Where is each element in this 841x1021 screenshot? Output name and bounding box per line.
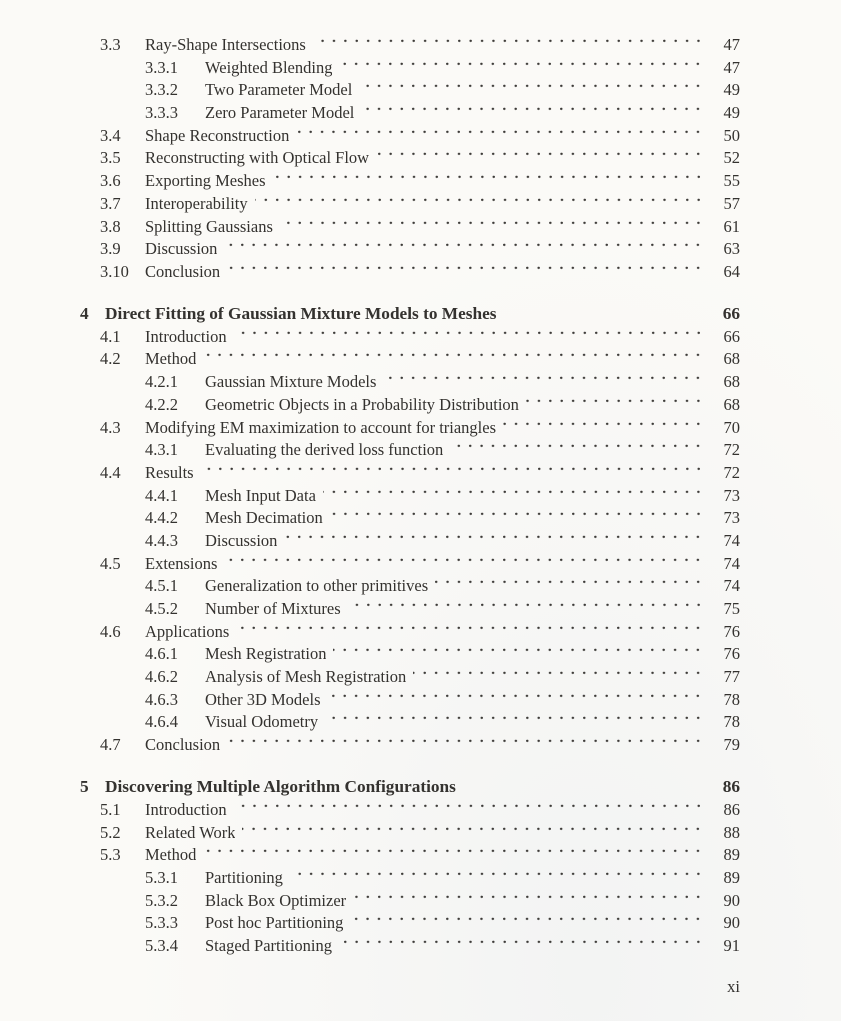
- toc-entry-number: 4.6: [100, 621, 121, 641]
- toc-entry: [80, 935, 740, 958]
- dot-leader: [296, 125, 705, 148]
- toc-entry-title: Conclusion: [145, 735, 221, 755]
- toc-entry-title: Gaussian Mixture Models: [205, 372, 377, 392]
- toc-entry-title: Modifying EM maximization to account for triangles: [145, 417, 497, 437]
- toc-entry: [80, 621, 740, 644]
- toc-entry-title: Results: [145, 462, 194, 482]
- toc-entry-number: 5.3: [100, 845, 121, 865]
- toc-entry: [80, 348, 740, 371]
- toc-entry-number: 5.3.2: [145, 890, 178, 910]
- toc-entry-number: 5.3.3: [145, 913, 178, 933]
- toc-entry: [80, 238, 740, 261]
- toc-entry-title: Evaluating the derived loss function: [205, 440, 444, 460]
- dot-leader: [323, 485, 705, 508]
- dot-leader: [224, 553, 705, 576]
- toc-entry-page: 77: [723, 667, 740, 687]
- toc-entry: [80, 170, 740, 193]
- toc-entry-number: 4.1: [100, 326, 121, 346]
- toc-entry-title: Mesh Input Data: [205, 485, 316, 505]
- toc-entry-number: 3.3.2: [145, 80, 178, 100]
- toc-entry-page: 76: [723, 621, 740, 641]
- toc-entry-title: Interoperability: [145, 193, 248, 213]
- toc-entry-title: Two Parameter Model: [205, 80, 353, 100]
- toc-entry-page: 86: [722, 777, 740, 797]
- toc-entry: [80, 507, 740, 530]
- toc-entry-number: 4.4: [100, 462, 121, 482]
- toc-entry: [80, 711, 740, 734]
- dot-leader: [327, 689, 705, 712]
- toc-entry-page: 91: [723, 936, 740, 956]
- toc-entry: [80, 530, 740, 553]
- toc-entry-number: 4.6.2: [145, 667, 178, 687]
- toc-entry-page: 73: [723, 485, 740, 505]
- toc-entry-page: 61: [723, 216, 740, 236]
- toc-entry: [80, 799, 740, 822]
- toc-entry-title: Geometric Objects in a Probability Distribution: [205, 394, 519, 414]
- toc-entry-page: 64: [723, 261, 740, 281]
- dot-leader: [376, 147, 705, 170]
- toc-entry-page: 55: [723, 171, 740, 191]
- toc-entry-page: 74: [723, 553, 740, 573]
- toc-entry-title: Method: [145, 845, 197, 865]
- toc-entry: [80, 193, 740, 216]
- toc-entry-title: Generalization to other primitives: [205, 576, 429, 596]
- toc-entry-title: Zero Parameter Model: [205, 103, 355, 123]
- dot-leader: [284, 530, 705, 553]
- toc-entry-number: 5.3.1: [145, 868, 178, 888]
- toc-entry-number: 3.3.1: [145, 57, 178, 77]
- toc-entry-page: 47: [723, 35, 740, 54]
- toc-entry-title: Partitioning: [205, 868, 283, 888]
- toc-entry: [80, 79, 740, 102]
- toc-entry-number: 4.2.1: [145, 372, 178, 392]
- dot-leader: [330, 507, 705, 530]
- dot-leader: [255, 193, 705, 216]
- dot-leader: [203, 844, 705, 867]
- toc-entry-page: 74: [723, 530, 740, 550]
- dot-leader: [313, 34, 705, 57]
- toc-entry-title: Weighted Blending: [205, 57, 333, 77]
- toc-entry-title: Shape Reconstruction: [145, 125, 290, 145]
- toc-entry-title: Applications: [145, 621, 230, 641]
- toc-entry: [80, 689, 740, 712]
- dot-leader: [333, 643, 705, 666]
- toc-entry-page: 78: [723, 689, 740, 709]
- toc-entry-page: 70: [723, 417, 740, 437]
- toc-entry-number: 4.2.2: [145, 394, 178, 414]
- toc-entry-page: 68: [723, 349, 740, 369]
- toc-entry-number: 3.9: [100, 239, 121, 259]
- folio-page-number: xi: [727, 977, 740, 996]
- toc-entry-title: Number of Mixtures: [205, 599, 341, 618]
- toc-entry-page: 63: [723, 239, 740, 259]
- toc-entry: [80, 912, 740, 935]
- toc-entry-number: 4.5: [100, 553, 121, 573]
- toc-entry-number: 4.7: [100, 735, 121, 755]
- toc-entry-page: 50: [723, 125, 740, 145]
- toc-entry: [80, 371, 740, 394]
- toc-entry-page: 88: [723, 822, 740, 842]
- toc-entry-page: 66: [722, 304, 740, 324]
- dot-leader: [242, 822, 705, 845]
- toc-entry-page: 68: [723, 372, 740, 392]
- dot-leader: [361, 102, 705, 125]
- toc-entry-title: Mesh Decimation: [205, 508, 323, 528]
- toc-entry-number: 5.1: [100, 800, 121, 819]
- toc-entry-number: 4.5.1: [145, 576, 178, 596]
- dot-leader: [463, 776, 705, 799]
- toc-entry: [80, 776, 740, 799]
- dot-leader: [273, 170, 705, 193]
- dot-leader: [348, 598, 705, 621]
- toc-entry-number: 3.6: [100, 171, 121, 191]
- toc-entry-title: Mesh Registration: [205, 644, 327, 664]
- dot-leader: [503, 417, 705, 440]
- dot-leader: [224, 238, 705, 261]
- dot-leader: [339, 57, 705, 80]
- toc-entry-title: Reconstructing with Optical Flow: [145, 148, 370, 168]
- toc-entry-title: Ray-Shape Intersections: [145, 35, 306, 54]
- toc-entry-page: 89: [723, 845, 740, 865]
- toc-entry: [80, 553, 740, 576]
- toc-entry-number: 3.4: [100, 125, 121, 145]
- toc-entry: [80, 125, 740, 148]
- toc-entry-number: 4.4.2: [145, 508, 178, 528]
- toc-entry-number: 4.6.4: [145, 712, 178, 732]
- page-footer: [727, 976, 740, 998]
- toc-entry: [80, 326, 740, 349]
- toc-entry-number: 3.5: [100, 148, 121, 168]
- dot-leader: [290, 867, 705, 890]
- dot-leader: [280, 216, 705, 239]
- toc-entry-number: 4.4.1: [145, 485, 178, 505]
- toc-entry-title: Post hoc Partitioning: [205, 913, 344, 933]
- toc-entry: [80, 303, 740, 326]
- dot-leader: [504, 303, 705, 326]
- toc-entry-number: 3.10: [100, 261, 129, 281]
- dot-leader: [435, 575, 705, 598]
- toc-entry-page: 75: [723, 599, 740, 618]
- toc-entry: [80, 261, 740, 284]
- toc-entry: [80, 890, 740, 913]
- toc-entry-number: 4.4.3: [145, 530, 178, 550]
- toc-entry-page: 86: [723, 800, 740, 819]
- toc-entry: [80, 598, 740, 621]
- toc-entry-page: 90: [723, 913, 740, 933]
- toc-entry-title: Staged Partitioning: [205, 936, 332, 956]
- dot-leader: [413, 666, 705, 689]
- dot-leader: [353, 890, 705, 913]
- table-of-contents: [80, 34, 740, 958]
- dot-leader: [350, 912, 705, 935]
- toc-entry-page: 78: [723, 712, 740, 732]
- toc-entry: [80, 734, 740, 757]
- dot-leader: [201, 462, 705, 485]
- toc-entry-number: 5: [80, 777, 89, 797]
- toc-entry-page: 76: [723, 644, 740, 664]
- toc-entry-page: 57: [723, 193, 740, 213]
- toc-entry-page: 73: [723, 508, 740, 528]
- toc-entry-title: Related Work: [145, 822, 236, 842]
- toc-entry: [80, 666, 740, 689]
- toc-entry-page: 79: [723, 735, 740, 755]
- toc-entry-title: Black Box Optimizer: [205, 890, 347, 910]
- toc-entry-number: 4.3.1: [145, 440, 178, 460]
- toc-entry: [80, 844, 740, 867]
- toc-entry-title: Other 3D Models: [205, 689, 321, 709]
- toc-entry-page: 68: [723, 394, 740, 414]
- toc-entry: [80, 867, 740, 890]
- toc-entry-page: 89: [723, 868, 740, 888]
- toc-entry-page: 49: [723, 103, 740, 123]
- dot-leader: [236, 621, 705, 644]
- toc-entry-title: Analysis of Mesh Registration: [205, 667, 407, 687]
- toc-entry: [80, 575, 740, 598]
- toc-entry-page: 74: [723, 576, 740, 596]
- toc-entry-title: Visual Odometry: [205, 712, 319, 732]
- toc-entry-number: 3.8: [100, 216, 121, 236]
- toc-entry: [80, 417, 740, 440]
- dot-leader: [203, 348, 705, 371]
- toc-entry-number: 3.7: [100, 193, 121, 213]
- toc-entry-number: 4.6.3: [145, 689, 178, 709]
- toc-entry-title: Method: [145, 349, 197, 369]
- toc-entry-page: 72: [723, 440, 740, 460]
- toc-entry-number: 4.2: [100, 349, 121, 369]
- toc-entry: [80, 462, 740, 485]
- toc-entry: [80, 485, 740, 508]
- toc-entry-number: 4.3: [100, 417, 121, 437]
- toc-entry-title: Direct Fitting of Gaussian Mixture Models to Meshes: [105, 304, 497, 324]
- dot-leader: [234, 799, 705, 822]
- toc-entry-page: 52: [723, 148, 740, 168]
- toc-entry-page: 47: [723, 57, 740, 77]
- toc-entry-title: Discussion: [145, 239, 218, 259]
- toc-entry: [80, 643, 740, 666]
- dot-leader: [526, 394, 705, 417]
- toc-entry-number: 4: [80, 304, 89, 324]
- toc-entry: [80, 439, 740, 462]
- dot-leader: [383, 371, 705, 394]
- toc-entry-title: Exporting Meshes: [145, 171, 266, 191]
- toc-entry-number: 3.3.3: [145, 103, 178, 123]
- toc-entry: [80, 147, 740, 170]
- dot-leader: [227, 261, 705, 284]
- toc-entry-title: Discovering Multiple Algorithm Configurations: [105, 777, 456, 797]
- toc-entry-number: 3.3: [100, 35, 121, 54]
- toc-entry-number: 5.3.4: [145, 936, 178, 956]
- dot-leader: [450, 439, 705, 462]
- dot-leader: [339, 935, 705, 958]
- toc-entry-page: 72: [723, 462, 740, 482]
- toc-entry-page: 49: [723, 80, 740, 100]
- toc-entry-number: 4.5.2: [145, 599, 178, 618]
- toc-entry-title: Extensions: [145, 553, 218, 573]
- toc-entry-number: 4.6.1: [145, 644, 178, 664]
- toc-entry: [80, 34, 740, 57]
- toc-entry-page: 90: [723, 890, 740, 910]
- toc-entry: [80, 216, 740, 239]
- toc-entry: [80, 102, 740, 125]
- toc-entry-title: Discussion: [205, 530, 278, 550]
- toc-entry-number: 5.2: [100, 822, 121, 842]
- dot-leader: [234, 326, 705, 349]
- toc-entry-page: 66: [723, 326, 740, 346]
- dot-leader: [359, 79, 705, 102]
- toc-entry-title: Splitting Gaussians: [145, 216, 273, 236]
- dot-leader: [227, 734, 705, 757]
- toc-entry-title: Introduction: [145, 326, 227, 346]
- dot-leader: [325, 711, 705, 734]
- toc-entry-title: Introduction: [145, 800, 227, 819]
- toc-entry: [80, 394, 740, 417]
- toc-entry: [80, 822, 740, 845]
- toc-entry: [80, 57, 740, 80]
- toc-entry-title: Conclusion: [145, 261, 221, 281]
